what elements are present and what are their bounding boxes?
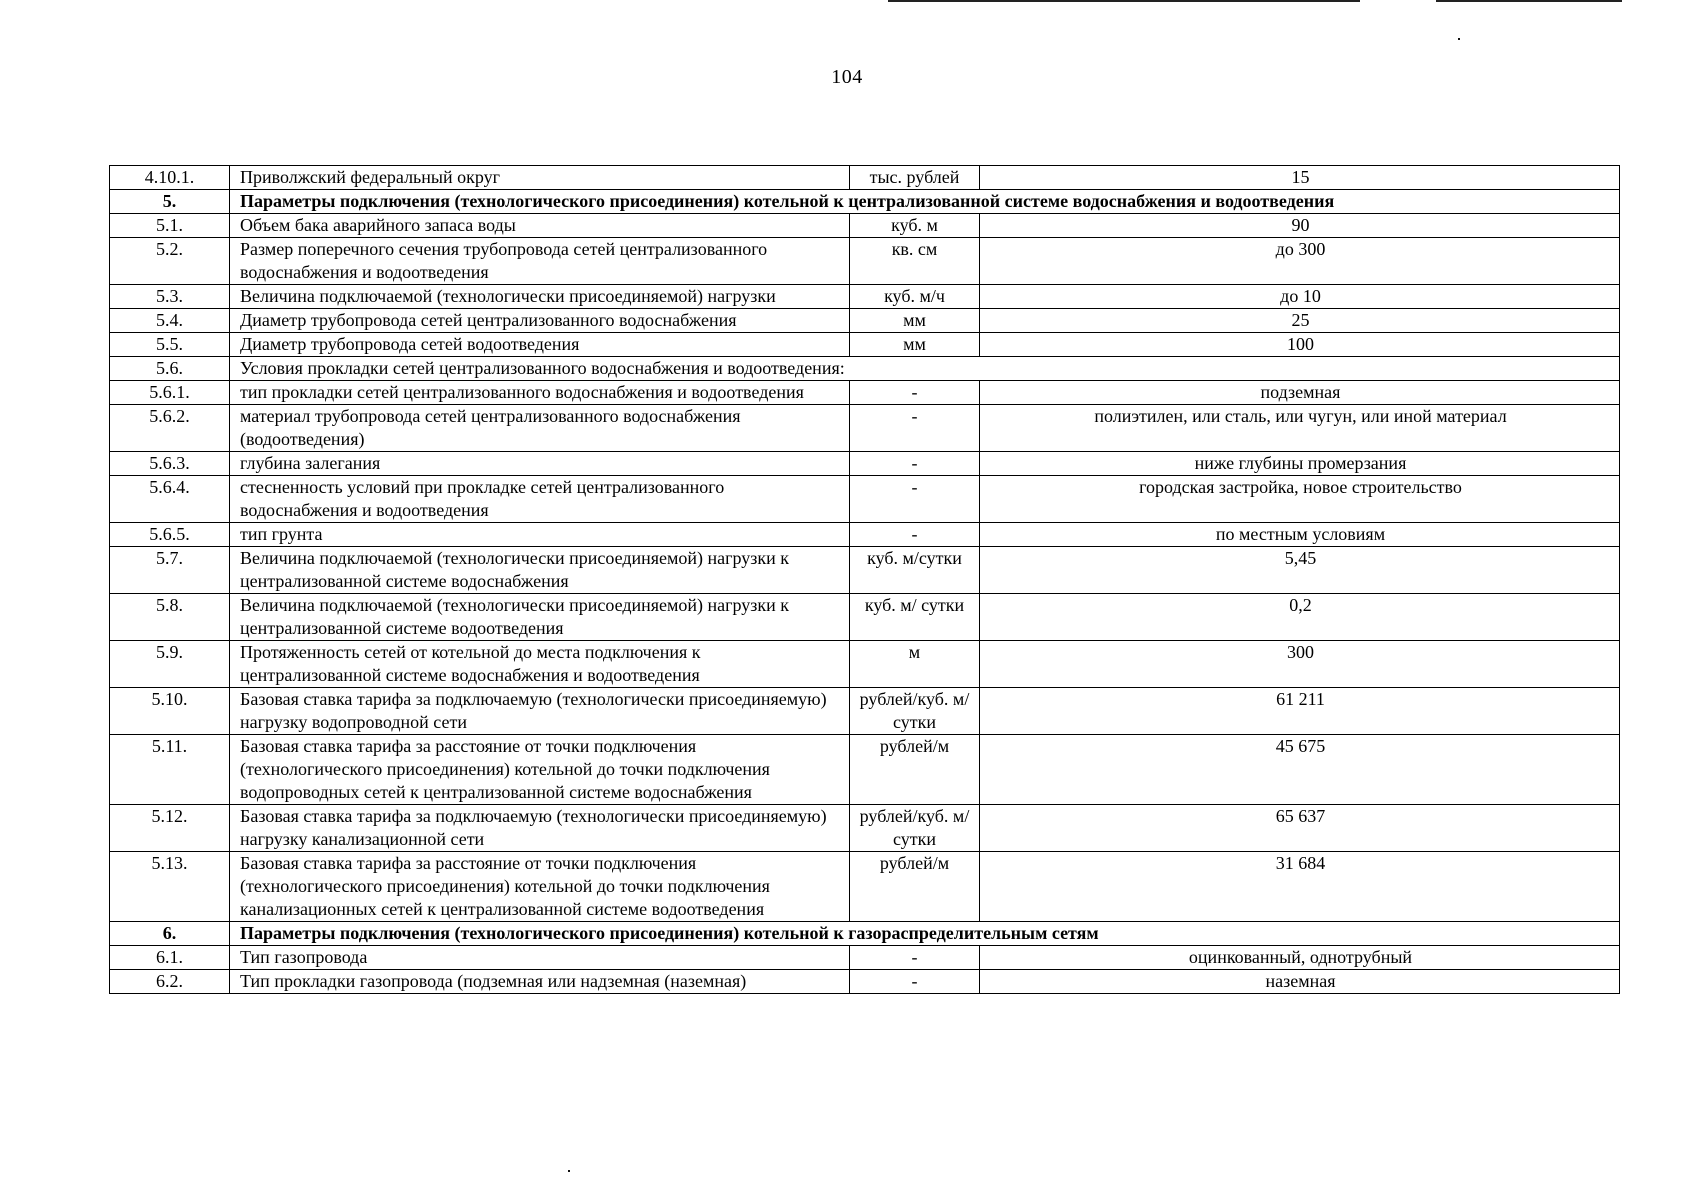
row-number: 5. xyxy=(110,190,230,214)
row-number: 5.6.5. xyxy=(110,523,230,547)
value-cell: подземная xyxy=(980,381,1620,405)
unit-cell: куб. м/ сутки xyxy=(850,594,980,641)
row-number: 6. xyxy=(110,922,230,946)
parameter-name: материал трубопровода сетей централизованного водоснабжения (водоотведения) xyxy=(230,405,850,452)
value-cell: 45 675 xyxy=(980,735,1620,805)
value-cell: 90 xyxy=(980,214,1620,238)
unit-cell: - xyxy=(850,946,980,970)
row-number: 5.5. xyxy=(110,333,230,357)
value-cell: 31 684 xyxy=(980,852,1620,922)
table-row xyxy=(110,594,1620,641)
value-cell: 15 xyxy=(980,166,1620,190)
row-number: 5.3. xyxy=(110,285,230,309)
scan-artifact-dot xyxy=(1458,38,1460,40)
unit-cell: куб. м/ч xyxy=(850,285,980,309)
row-number: 5.6.1. xyxy=(110,381,230,405)
row-number: 5.6.2. xyxy=(110,405,230,452)
table-section-row xyxy=(110,190,1620,214)
parameter-name: глубина залегания xyxy=(230,452,850,476)
row-number: 5.6. xyxy=(110,357,230,381)
value-cell: 25 xyxy=(980,309,1620,333)
parameter-name: Тип газопровода xyxy=(230,946,850,970)
parameter-name: тип грунта xyxy=(230,523,850,547)
value-cell: 65 637 xyxy=(980,805,1620,852)
parameter-name: Протяженность сетей от котельной до места подключения к централизованной системе водоснабжения и водоотведения xyxy=(230,641,850,688)
table-row xyxy=(110,970,1620,994)
unit-cell: рублей/куб. м/сутки xyxy=(850,805,980,852)
unit-cell: м xyxy=(850,641,980,688)
value-cell: ниже глубины промерзания xyxy=(980,452,1620,476)
unit-cell: - xyxy=(850,381,980,405)
row-number: 6.2. xyxy=(110,970,230,994)
unit-cell: - xyxy=(850,405,980,452)
row-number: 6.1. xyxy=(110,946,230,970)
parameter-name: Базовая ставка тарифа за подключаемую (технологически присоединяемую) нагрузку канализационной сети xyxy=(230,805,850,852)
row-number: 5.8. xyxy=(110,594,230,641)
table-row xyxy=(110,641,1620,688)
row-number: 5.10. xyxy=(110,688,230,735)
value-cell: 300 xyxy=(980,641,1620,688)
parameter-name: Приволжский федеральный округ xyxy=(230,166,850,190)
unit-cell: мм xyxy=(850,309,980,333)
table-row xyxy=(110,688,1620,735)
table-row xyxy=(110,476,1620,523)
parameter-name: Тип прокладки газопровода (подземная или надземная (наземная) xyxy=(230,970,850,994)
unit-cell: тыс. рублей xyxy=(850,166,980,190)
scan-artifact-dot xyxy=(568,1170,570,1172)
parameter-name: Величина подключаемой (технологически присоединяемой) нагрузки xyxy=(230,285,850,309)
parameter-name: Диаметр трубопровода сетей водоотведения xyxy=(230,333,850,357)
row-number: 5.7. xyxy=(110,547,230,594)
row-number: 5.9. xyxy=(110,641,230,688)
scan-artifact-line xyxy=(1436,0,1622,2)
table-row xyxy=(110,523,1620,547)
unit-cell: куб. м/сутки xyxy=(850,547,980,594)
value-cell: 100 xyxy=(980,333,1620,357)
row-number: 5.12. xyxy=(110,805,230,852)
table-row xyxy=(110,166,1620,190)
table-row xyxy=(110,735,1620,805)
table-row xyxy=(110,309,1620,333)
table-row xyxy=(110,285,1620,309)
parameter-name: Параметры подключения (технологического присоединения) котельной к централизованной системе водоснабжения и водоотведения xyxy=(230,190,1620,214)
table-row xyxy=(110,238,1620,285)
value-cell: 0,2 xyxy=(980,594,1620,641)
unit-cell: мм xyxy=(850,333,980,357)
value-cell: наземная xyxy=(980,970,1620,994)
row-number: 5.6.3. xyxy=(110,452,230,476)
unit-cell: - xyxy=(850,523,980,547)
value-cell: оцинкованный, однотрубный xyxy=(980,946,1620,970)
table-row xyxy=(110,333,1620,357)
unit-cell: - xyxy=(850,970,980,994)
row-number: 5.1. xyxy=(110,214,230,238)
value-cell: по местным условиям xyxy=(980,523,1620,547)
table-row xyxy=(110,805,1620,852)
parameter-name: Величина подключаемой (технологически присоединяемой) нагрузки к централизованной системе водоснабжения xyxy=(230,547,850,594)
table-row xyxy=(110,547,1620,594)
parameter-name: Объем бака аварийного запаса воды xyxy=(230,214,850,238)
table-row xyxy=(110,946,1620,970)
parameter-name: Диаметр трубопровода сетей централизованного водоснабжения xyxy=(230,309,850,333)
scan-artifact-line xyxy=(888,0,1360,2)
parameter-name: Базовая ставка тарифа за подключаемую (технологически присоединяемую) нагрузку водопроводной сети xyxy=(230,688,850,735)
unit-cell: рублей/м xyxy=(850,852,980,922)
value-cell: до 300 xyxy=(980,238,1620,285)
parameter-name: стесненность условий при прокладке сетей централизованного водоснабжения и водоотведения xyxy=(230,476,850,523)
unit-cell: рублей/куб. м/сутки xyxy=(850,688,980,735)
row-number: 5.4. xyxy=(110,309,230,333)
row-number: 4.10.1. xyxy=(110,166,230,190)
unit-cell: кв. см xyxy=(850,238,980,285)
row-number: 5.13. xyxy=(110,852,230,922)
value-cell: городская застройка, новое строительство xyxy=(980,476,1620,523)
parameter-name: Параметры подключения (технологического присоединения) котельной к газораспределительным сетям xyxy=(230,922,1620,946)
value-cell: 5,45 xyxy=(980,547,1620,594)
row-number: 5.6.4. xyxy=(110,476,230,523)
table-section-row xyxy=(110,357,1620,381)
unit-cell: - xyxy=(850,476,980,523)
table-row xyxy=(110,405,1620,452)
unit-cell: рублей/м xyxy=(850,735,980,805)
parameters-table xyxy=(109,165,1620,994)
parameter-name: Базовая ставка тарифа за расстояние от точки подключения (технологического присоединения) котельной до точки подключения канализационных сетей к централизованной системе водоотведения xyxy=(230,852,850,922)
parameter-name: Базовая ставка тарифа за расстояние от точки подключения (технологического присоединения) котельной до точки подключения водопроводных сетей к централизованной системе водоснабжения xyxy=(230,735,850,805)
unit-cell: куб. м xyxy=(850,214,980,238)
parameter-name: Величина подключаемой (технологически присоединяемой) нагрузки к централизованной системе водоотведения xyxy=(230,594,850,641)
value-cell: 61 211 xyxy=(980,688,1620,735)
page-number: 104 xyxy=(831,66,863,88)
table-section-row xyxy=(110,922,1620,946)
unit-cell: - xyxy=(850,452,980,476)
parameter-name: Условия прокладки сетей централизованного водоснабжения и водоотведения: xyxy=(230,357,1620,381)
parameter-name: Размер поперечного сечения трубопровода сетей централизованного водоснабжения и водоотведения xyxy=(230,238,850,285)
table-row xyxy=(110,381,1620,405)
table-row xyxy=(110,214,1620,238)
row-number: 5.2. xyxy=(110,238,230,285)
value-cell: до 10 xyxy=(980,285,1620,309)
table-row xyxy=(110,452,1620,476)
parameter-name: тип прокладки сетей централизованного водоснабжения и водоотведения xyxy=(230,381,850,405)
value-cell: полиэтилен, или сталь, или чугун, или иной материал xyxy=(980,405,1620,452)
row-number: 5.11. xyxy=(110,735,230,805)
table-row xyxy=(110,852,1620,922)
